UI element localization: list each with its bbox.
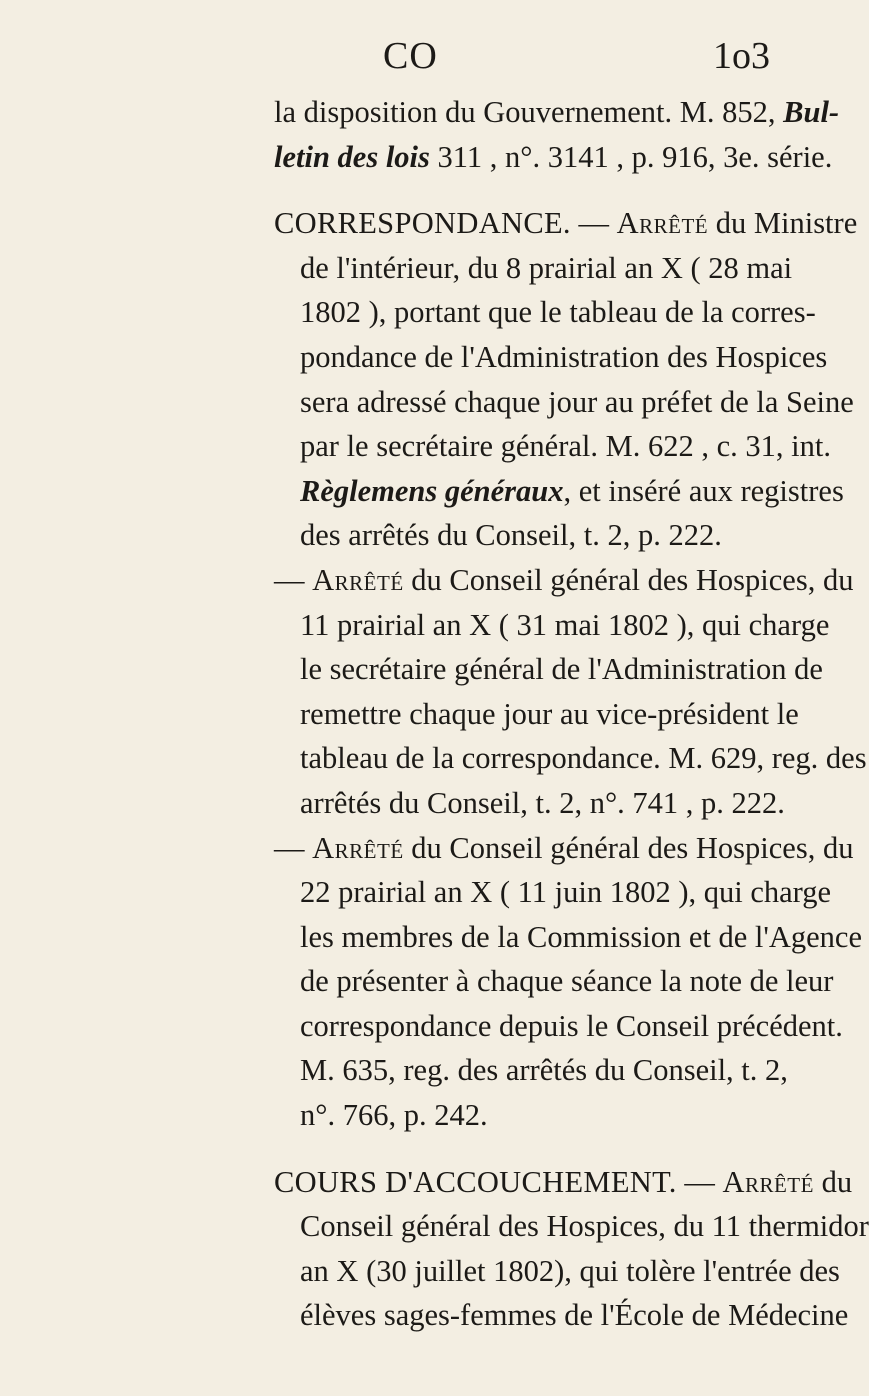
index-entry (274, 826, 862, 1138)
text-line (274, 469, 844, 514)
entry-gap (274, 1138, 774, 1160)
text-run: par le secrétaire général. M. 622 , c. 31, int. (300, 429, 831, 464)
text-run: du (813, 1164, 853, 1199)
text-line (274, 380, 854, 425)
text-line (274, 692, 799, 737)
text-run: remettre chaque jour au vice-président le (300, 696, 799, 731)
text-run: — (274, 830, 313, 865)
text-run: la disposition du Gouvernement. M. 852, (274, 95, 784, 129)
text-run: de l'intérieur, du 8 prairial an X ( 28 mai (300, 250, 793, 285)
entry-gap (274, 179, 774, 201)
text-run: de présenter à chaque séance la note de leur (300, 964, 834, 999)
text-run: 22 prairial an X ( 11 juin 1802 ), qui charge (300, 875, 832, 910)
italic-title: letin des lois (274, 139, 430, 174)
text-run: du Ministre (708, 206, 858, 241)
text-run: M. 635, reg. des arrêtés du Conseil, t. 2, (300, 1053, 788, 1088)
text-run: arrêtés du Conseil, t. 2, n°. 741 , p. 222. (300, 785, 785, 820)
index-entry (274, 90, 840, 179)
running-header (0, 34, 800, 84)
text-run: élèves sages-femmes de l'École de Médecine (300, 1298, 849, 1333)
page-number: 1o3 (713, 35, 770, 77)
entry-heading: CORRESPONDANCE. (274, 206, 571, 241)
text-run: du Conseil général des Hospices, du (403, 830, 854, 865)
text-line (274, 246, 793, 291)
text-line (274, 424, 831, 469)
body-text (274, 90, 869, 1338)
small-caps-term: Arrêté (312, 830, 404, 865)
text-line (274, 1160, 853, 1205)
text-line (274, 90, 840, 135)
text-line (274, 335, 828, 380)
text-line (274, 513, 774, 558)
text-run: Conseil général des Hospices, du 11 thermidor (300, 1209, 869, 1244)
index-entry (274, 201, 858, 558)
text-line (274, 647, 823, 692)
text-run: 1802 ), portant que le tableau de la corres- (300, 295, 816, 330)
text-run: 11 prairial an X ( 31 mai 1802 ), qui charge (300, 607, 830, 642)
text-line (274, 290, 816, 335)
text-run: — (676, 1164, 723, 1199)
text-line (274, 1293, 849, 1338)
text-run: correspondance depuis le Conseil précédent. (300, 1008, 843, 1043)
text-line (274, 870, 832, 915)
text-run: an X (30 juillet 1802), qui tolère l'entrée des (300, 1253, 840, 1288)
text-run: le secrétaire général de l'Administration de (300, 652, 823, 687)
text-run: du Conseil général des Hospices, du (403, 562, 854, 597)
text-run: — (274, 562, 313, 597)
text-line (274, 826, 854, 871)
text-line (274, 135, 833, 180)
text-run: 311 , n°. 3141 , p. 916, 3e. série. (429, 139, 833, 174)
text-run: n°. 766, p. 242. (300, 1098, 488, 1133)
text-run: des arrêtés du Conseil, t. 2, p. 222. (300, 518, 722, 553)
running-head: CO (383, 35, 438, 77)
text-line (274, 959, 834, 1004)
text-run: sera adressé chaque jour au préfet de la Seine (300, 384, 854, 419)
small-caps-term: Arrêté (722, 1164, 814, 1199)
text-line (274, 781, 785, 826)
text-line (274, 558, 854, 603)
text-line (274, 201, 858, 246)
small-caps-term: Arrêté (312, 562, 404, 597)
text-line (274, 1204, 869, 1249)
text-run: pondance de l'Administration des Hospices (300, 339, 828, 374)
text-line (274, 915, 862, 960)
italic-title: Règlemens généraux (300, 473, 564, 508)
text-line (274, 603, 830, 648)
text-line (274, 1249, 840, 1294)
text-run: , et inséré aux registres (563, 473, 844, 508)
entry-heading: COURS D'ACCOUCHEMENT. (274, 1164, 677, 1199)
index-entry (274, 558, 867, 826)
text-line (274, 1004, 843, 1049)
text-line (274, 1093, 774, 1138)
italic-title: Bul- (783, 95, 840, 129)
text-line (274, 736, 867, 781)
text-line (274, 1048, 788, 1093)
text-run: tableau de la correspondance. M. 629, reg. des (300, 741, 867, 776)
text-run: — (570, 206, 617, 241)
index-entry (274, 1160, 869, 1338)
small-caps-term: Arrêté (616, 206, 709, 241)
text-run: les membres de la Commission et de l'Agence (300, 919, 862, 954)
